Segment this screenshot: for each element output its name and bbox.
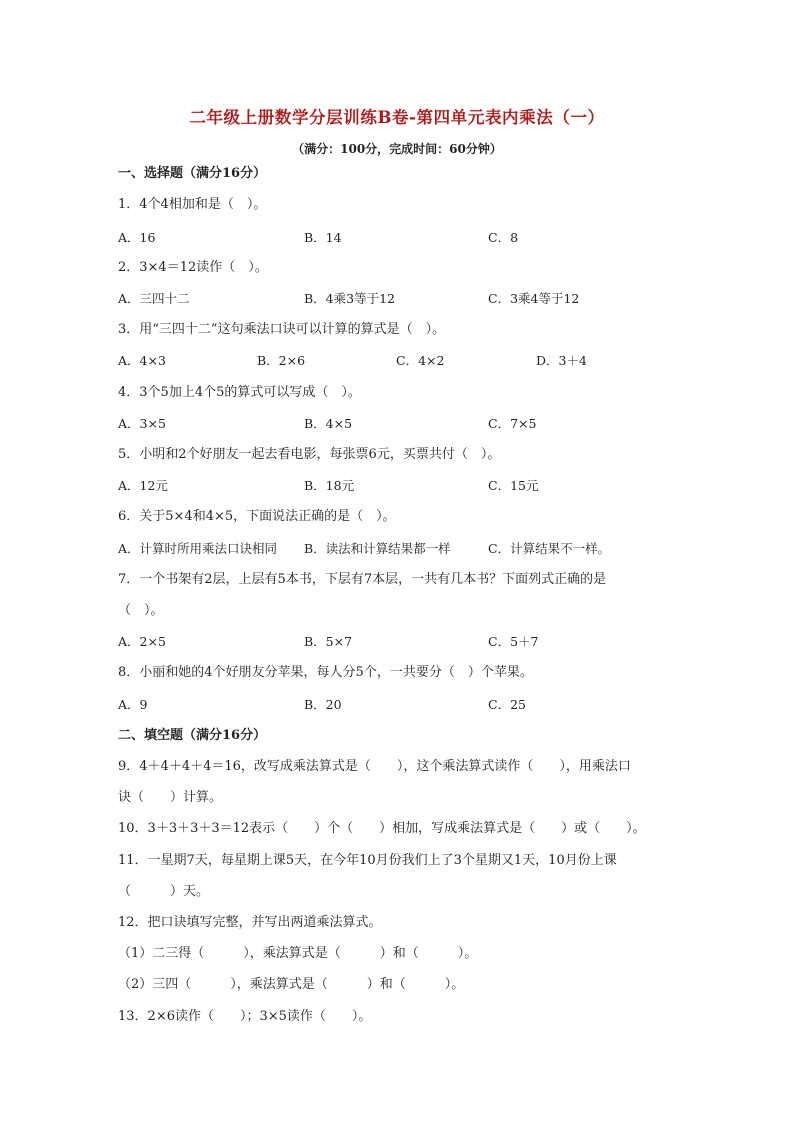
question-4-option-c: C．7×5 [488,416,537,431]
question-7-option-b: B．5×7 [304,634,353,649]
question-4-stem: 4．3个5加上4个5的算式可以写成（ ）。 [118,385,361,400]
question-2-option-b: B．4乘3等于12 [304,291,395,306]
question-6-option-b: B．读法和计算结果都一样 [304,541,451,556]
question-5-option-b: B．18元 [304,478,355,493]
exam-subtitle: （满分：100分，完成时间：60分钟） [292,142,502,156]
question-11-line-2: （ ）天。 [118,884,210,899]
question-2-option-a: A．三四十二 [118,291,190,306]
question-7-option-a: A．2×5 [118,634,166,649]
question-13-line-1: 13．2×6读作（ ）；3×5读作（ ）。 [118,1009,372,1024]
question-5-option-a: A．12元 [118,478,168,493]
question-3-option-d: D．3＋4 [536,353,587,368]
question-3-stem: 3．用“三四十二”这句乘法口诀可以计算的算式是（ ）。 [118,322,446,337]
question-8-option-b: B．20 [304,697,342,712]
question-1-option-a: A．16 [118,230,156,245]
section-heading-fill: 二、填空题（满分16分） [118,728,267,743]
question-12-sub-2: （2）三四（ ），乘法算式是（ ）和（ ）。 [118,977,465,992]
question-9-line-1: 9．4＋4＋4＋4＝16，改写成乘法算式是（ ），这个乘法算式读作（ ），用乘法口 [118,759,631,774]
question-1-option-c: C．8 [488,230,519,245]
question-3-option-a: A．4×3 [118,353,166,368]
question-8-stem: 8．小丽和她的4个好朋友分苹果，每人分5个，一共要分（ ）个苹果。 [118,665,533,680]
question-4-option-b: B．4×5 [304,416,353,431]
question-8-option-c: C．25 [488,697,526,712]
question-5-stem: 5．小明和2个好朋友一起去看电影，每张票6元，买票共付（ ）。 [118,447,501,462]
question-10-line-1: 10．3＋3＋3＋3＝12表示（ ）个（ ）相加，写成乘法算式是（ ）或（ ）。 [118,821,646,836]
question-6-stem: 6．关于5×4和4×5，下面说法正确的是（ ）。 [118,509,396,524]
question-2-option-c: C．3乘4等于12 [488,291,580,306]
question-7-option-c: C．5＋7 [488,634,539,649]
question-1-option-b: B．14 [304,230,342,245]
question-7-stem: 7．一个书架有2层，上层有5本书，下层有7本层，一共有几本书？下面列式正确的是 [118,572,607,587]
question-12-sub-1: （1）二三得（ ），乘法算式是（ ）和（ ）。 [118,946,478,961]
question-6-option-c: C．计算结果不一样。 [488,541,611,556]
question-12-line-1: 12．把口诀填写完整，并写出两道乘法算式。 [118,915,382,930]
question-4-option-a: A．3×5 [118,416,166,431]
question-3-option-b: B．2×6 [257,353,306,368]
question-9-line-2: 诀（ ）计算。 [118,790,223,805]
section-heading-choice: 一、选择题（满分16分） [118,166,267,181]
exam-title: 二年级上册数学分层训练B卷-第四单元表内乘法（一） [189,108,605,127]
question-7-stem-continued: （ ）。 [118,603,164,618]
question-2-stem: 2．3×4＝12读作（ ）。 [118,260,268,275]
question-1-stem: 1．4个4相加和是（ ）。 [118,197,267,212]
question-11-line-1: 11．一星期7天，每星期上课5天，在今年10月份我们上了3个星期又1天，10月份上课 [118,853,617,868]
question-6-option-a: A．计算时所用乘法口诀相同 [118,541,278,556]
question-3-option-c: C．4×2 [396,353,445,368]
question-5-option-c: C．15元 [488,478,539,493]
question-8-option-a: A．9 [118,697,148,712]
